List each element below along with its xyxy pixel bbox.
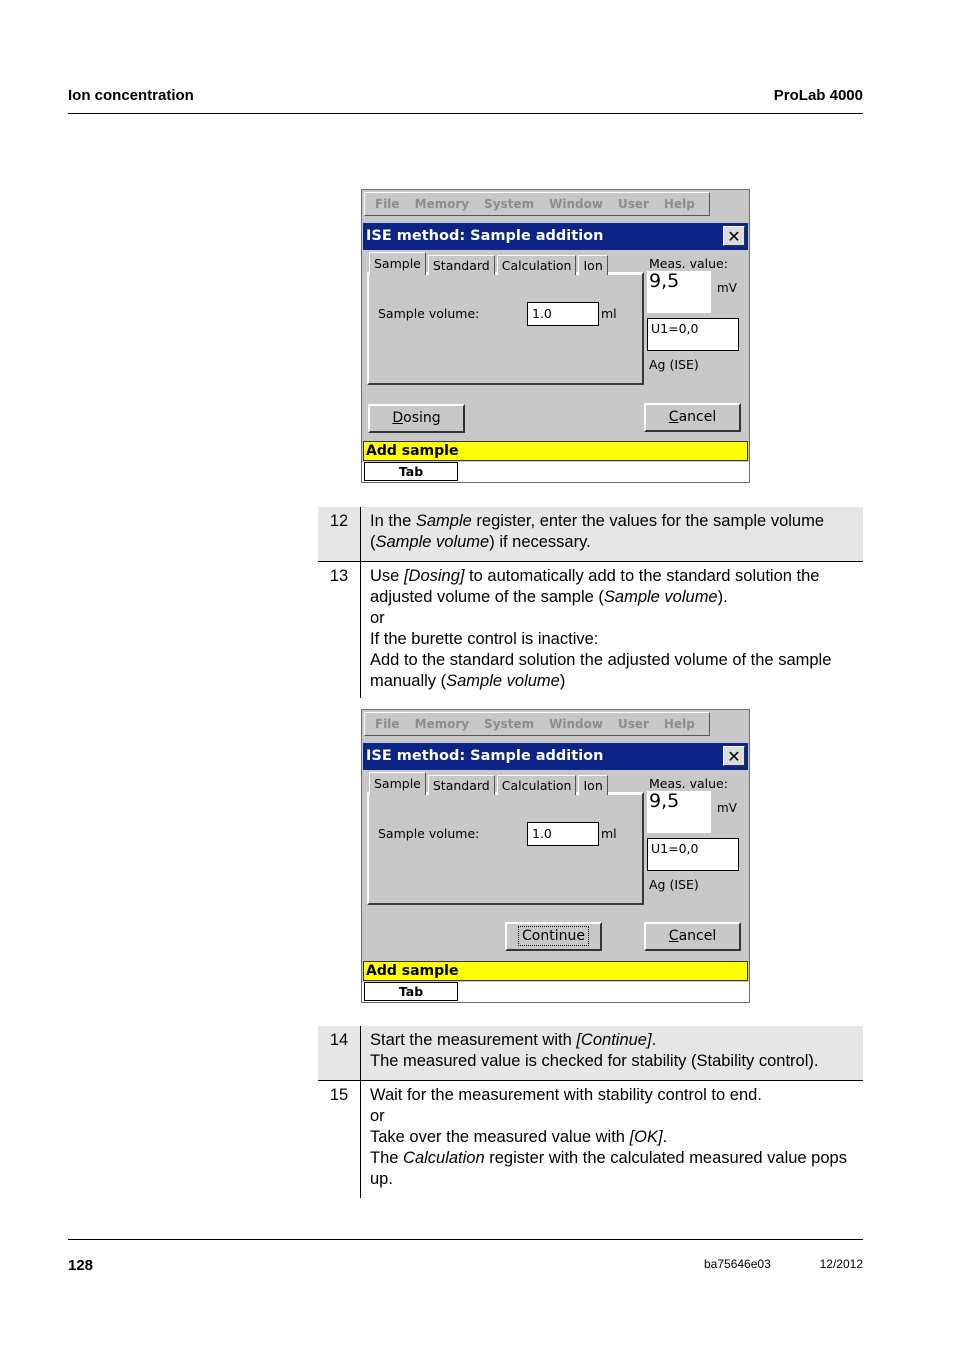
- text-run: .: [662, 1128, 668, 1146]
- u1-display: U1=0,0: [647, 838, 739, 871]
- field-name: Sample volume: [375, 533, 490, 551]
- menu-user[interactable]: User: [617, 717, 649, 731]
- menu-window[interactable]: Window: [549, 197, 603, 211]
- text-run: In the: [370, 512, 416, 530]
- menu-user[interactable]: User: [617, 197, 649, 211]
- tab-panel: [367, 272, 644, 385]
- tab-strip: [369, 772, 610, 795]
- text-run: Start the measurement with: [370, 1031, 577, 1049]
- key-name: [Dosing]: [403, 567, 465, 585]
- status-bar: Add sample: [363, 441, 748, 461]
- step-text: [370, 1026, 863, 1082]
- step-number: 14: [318, 1026, 361, 1080]
- close-icon[interactable]: ✕: [723, 746, 745, 766]
- meas-value-display: 9,5: [647, 791, 711, 833]
- tab-calculation[interactable]: Calculation: [497, 255, 577, 275]
- softkey-bar: [362, 462, 749, 482]
- device-screenshot-continue: [361, 709, 750, 1003]
- meas-value-label: Meas. value:: [649, 776, 728, 791]
- key-name: [OK]: [629, 1128, 663, 1146]
- field-name: Sample volume: [446, 672, 560, 690]
- or-line: or: [370, 609, 385, 627]
- dialog-title: ISE method: Sample addition: [366, 748, 604, 764]
- meas-value-unit: mV: [717, 801, 737, 815]
- footer-rule: [68, 1239, 863, 1240]
- menu-system[interactable]: System: [484, 717, 535, 731]
- tab-ion[interactable]: Ion: [578, 775, 607, 795]
- tab-strip: [369, 252, 610, 275]
- key-name: [Continue]: [576, 1031, 652, 1049]
- tab-sample[interactable]: Sample: [369, 772, 426, 795]
- page-number: 128: [68, 1257, 94, 1274]
- menu-help[interactable]: Help: [663, 197, 695, 211]
- sample-volume-input[interactable]: 1.0: [527, 822, 599, 846]
- document-number: ba75646e03: [704, 1257, 771, 1271]
- text-run: ).: [717, 588, 728, 606]
- cancel-button-mnemonic: C: [668, 409, 679, 425]
- cancel-button[interactable]: [644, 403, 741, 432]
- electrode-label: Ag (ISE): [649, 357, 699, 372]
- menu-memory[interactable]: Memory: [414, 717, 470, 731]
- dialog-title: ISE method: Sample addition: [366, 228, 604, 244]
- text-run: to automatically add to the standard solution the adjusted volume of the sample (: [370, 567, 820, 606]
- step-number: 13: [318, 562, 361, 698]
- cancel-button-label: ancel: [678, 928, 717, 944]
- text-line: If the burette control is inactive:: [370, 630, 599, 648]
- field-name: Sample volume: [603, 588, 718, 606]
- tab-softkey[interactable]: Tab: [364, 462, 458, 481]
- step-number: 12: [318, 507, 361, 561]
- step-text: [370, 507, 863, 563]
- menu-system[interactable]: System: [484, 197, 535, 211]
- text-run: register with the calculated measured value pops up.: [370, 1149, 847, 1188]
- text-run: The: [370, 1149, 404, 1167]
- tab-sample[interactable]: Sample: [369, 252, 426, 275]
- text-run: Add to the standard solution the adjusted volume of the sample manually (: [370, 651, 832, 690]
- tab-softkey[interactable]: Tab: [364, 982, 458, 1001]
- device-screenshot-dosing: [361, 189, 750, 483]
- step-13: [318, 562, 863, 698]
- text-line: The measured value is checked for stability (Stability control).: [370, 1052, 819, 1070]
- running-header-product: ProLab 4000: [773, 87, 863, 104]
- sample-volume-label: Sample volume:: [378, 826, 480, 841]
- dialog-title-bar: [363, 743, 748, 770]
- tab-panel: [367, 792, 644, 905]
- register-name: Sample: [415, 512, 472, 530]
- status-bar: Add sample: [363, 961, 748, 981]
- menu-file[interactable]: File: [375, 717, 400, 731]
- close-icon[interactable]: ✕: [723, 226, 745, 246]
- step-15: [318, 1081, 863, 1198]
- dosing-button[interactable]: [368, 404, 465, 433]
- menu-bar: [364, 712, 710, 736]
- text-run: ) if necessary.: [489, 533, 591, 551]
- u1-display: U1=0,0: [647, 318, 739, 351]
- dosing-button-mnemonic: D: [392, 410, 404, 426]
- tab-standard[interactable]: Standard: [428, 775, 495, 795]
- or-line: or: [370, 1107, 385, 1125]
- menu-bar: [364, 192, 710, 216]
- running-header-section: Ion concentration: [68, 87, 194, 104]
- step-12: [318, 507, 863, 562]
- step-14: [318, 1026, 863, 1081]
- continue-button-label: Continue: [518, 926, 589, 946]
- tab-calculation[interactable]: Calculation: [497, 775, 577, 795]
- tab-standard[interactable]: Standard: [428, 255, 495, 275]
- menu-window[interactable]: Window: [549, 717, 603, 731]
- document-date: 12/2012: [819, 1257, 863, 1271]
- meas-value-unit: mV: [717, 281, 737, 295]
- electrode-label: Ag (ISE): [649, 877, 699, 892]
- sample-volume-input[interactable]: 1.0: [527, 302, 599, 326]
- sample-volume-label: Sample volume:: [378, 306, 480, 321]
- text-run: ): [559, 672, 566, 690]
- cancel-button-mnemonic: C: [668, 928, 679, 944]
- menu-memory[interactable]: Memory: [414, 197, 470, 211]
- text-run: register, enter the values for the sample volume (: [370, 512, 825, 551]
- cancel-button[interactable]: [644, 922, 741, 951]
- meas-value-display: 9,5: [647, 271, 711, 313]
- sample-volume-unit: ml: [601, 306, 617, 321]
- register-name: Calculation: [403, 1149, 485, 1167]
- dialog-title-bar: [363, 223, 748, 250]
- step-text: [370, 562, 863, 702]
- header-rule: [68, 113, 863, 114]
- menu-help[interactable]: Help: [663, 717, 695, 731]
- text-run: Use: [370, 567, 404, 585]
- softkey-bar: [362, 982, 749, 1002]
- continue-button[interactable]: [505, 922, 602, 951]
- tab-ion[interactable]: Ion: [578, 255, 607, 275]
- text-run: Take over the measured value with: [370, 1128, 630, 1146]
- text-run: .: [651, 1031, 657, 1049]
- step-number: 15: [318, 1081, 361, 1198]
- text-line: Wait for the measurement with stability control to end.: [370, 1086, 762, 1104]
- meas-value-label: Meas. value:: [649, 256, 728, 271]
- menu-file[interactable]: File: [375, 197, 400, 211]
- cancel-button-label: ancel: [678, 409, 717, 425]
- sample-volume-unit: ml: [601, 826, 617, 841]
- step-text: [370, 1081, 863, 1200]
- dosing-button-label: osing: [403, 410, 441, 426]
